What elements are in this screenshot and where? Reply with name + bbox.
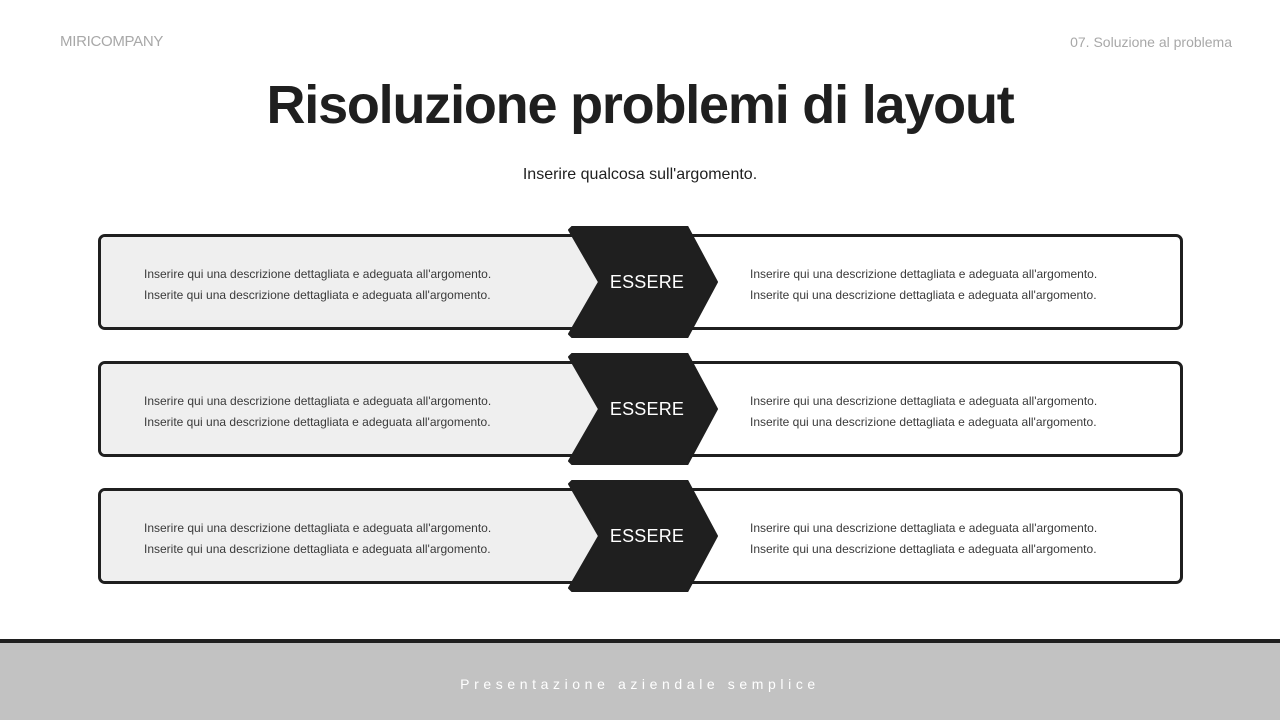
description-line: Inserire qui una descrizione dettagliata e adeguata all'argomento. [144, 521, 492, 535]
description-line: Inserite qui una descrizione dettagliata e adeguata all'argomento. [144, 288, 491, 302]
description-line: Inserite qui una descrizione dettagliata e adeguata all'argomento. [144, 415, 491, 429]
chevron-badge [567, 226, 719, 338]
footer-bar [0, 639, 1280, 720]
description-line: Inserite qui una descrizione dettagliata e adeguata all'argomento. [144, 542, 491, 556]
description-line: Inserire qui una descrizione dettagliata e adeguata all'argomento. [750, 267, 1098, 281]
row-right-description [750, 518, 1130, 560]
description-line: Inserite qui una descrizione dettagliata e adeguata all'argomento. [750, 542, 1097, 556]
footer-text: Presentazione aziendale semplice [460, 676, 820, 692]
chevron-badge [567, 353, 719, 465]
slide-subtitle: Inserire qualcosa sull'argomento. [522, 166, 758, 183]
description-line: Inserite qui una descrizione dettagliata e adeguata all'argomento. [750, 415, 1097, 429]
description-line: Inserire qui una descrizione dettagliata e adeguata all'argomento. [750, 521, 1098, 535]
section-label: 07. Soluzione al problema [1070, 34, 1232, 50]
brand-label: MIRICOMPANY [60, 33, 164, 50]
description-line: Inserire qui una descrizione dettagliata e adeguata all'argomento. [144, 267, 492, 281]
chevron-label: ESSERE [609, 526, 685, 546]
comparison-row-2 [98, 361, 1183, 457]
description-line: Inserite qui una descrizione dettagliata e adeguata all'argomento. [750, 288, 1097, 302]
row-right-description [750, 391, 1130, 433]
chevron-label: ESSERE [609, 399, 685, 419]
comparison-row-1 [98, 234, 1183, 330]
description-line: Inserire qui una descrizione dettagliata e adeguata all'argomento. [750, 394, 1098, 408]
row-right-description [750, 264, 1130, 306]
comparison-row-3 [98, 488, 1183, 584]
row-left-description [144, 391, 524, 433]
row-left-description [144, 518, 524, 560]
chevron-badge [567, 480, 719, 592]
chevron-label: ESSERE [609, 272, 685, 292]
row-left-description [144, 264, 524, 306]
description-line: Inserire qui una descrizione dettagliata e adeguata all'argomento. [144, 394, 492, 408]
slide-title: Risoluzione problemi di layout [266, 75, 1014, 135]
